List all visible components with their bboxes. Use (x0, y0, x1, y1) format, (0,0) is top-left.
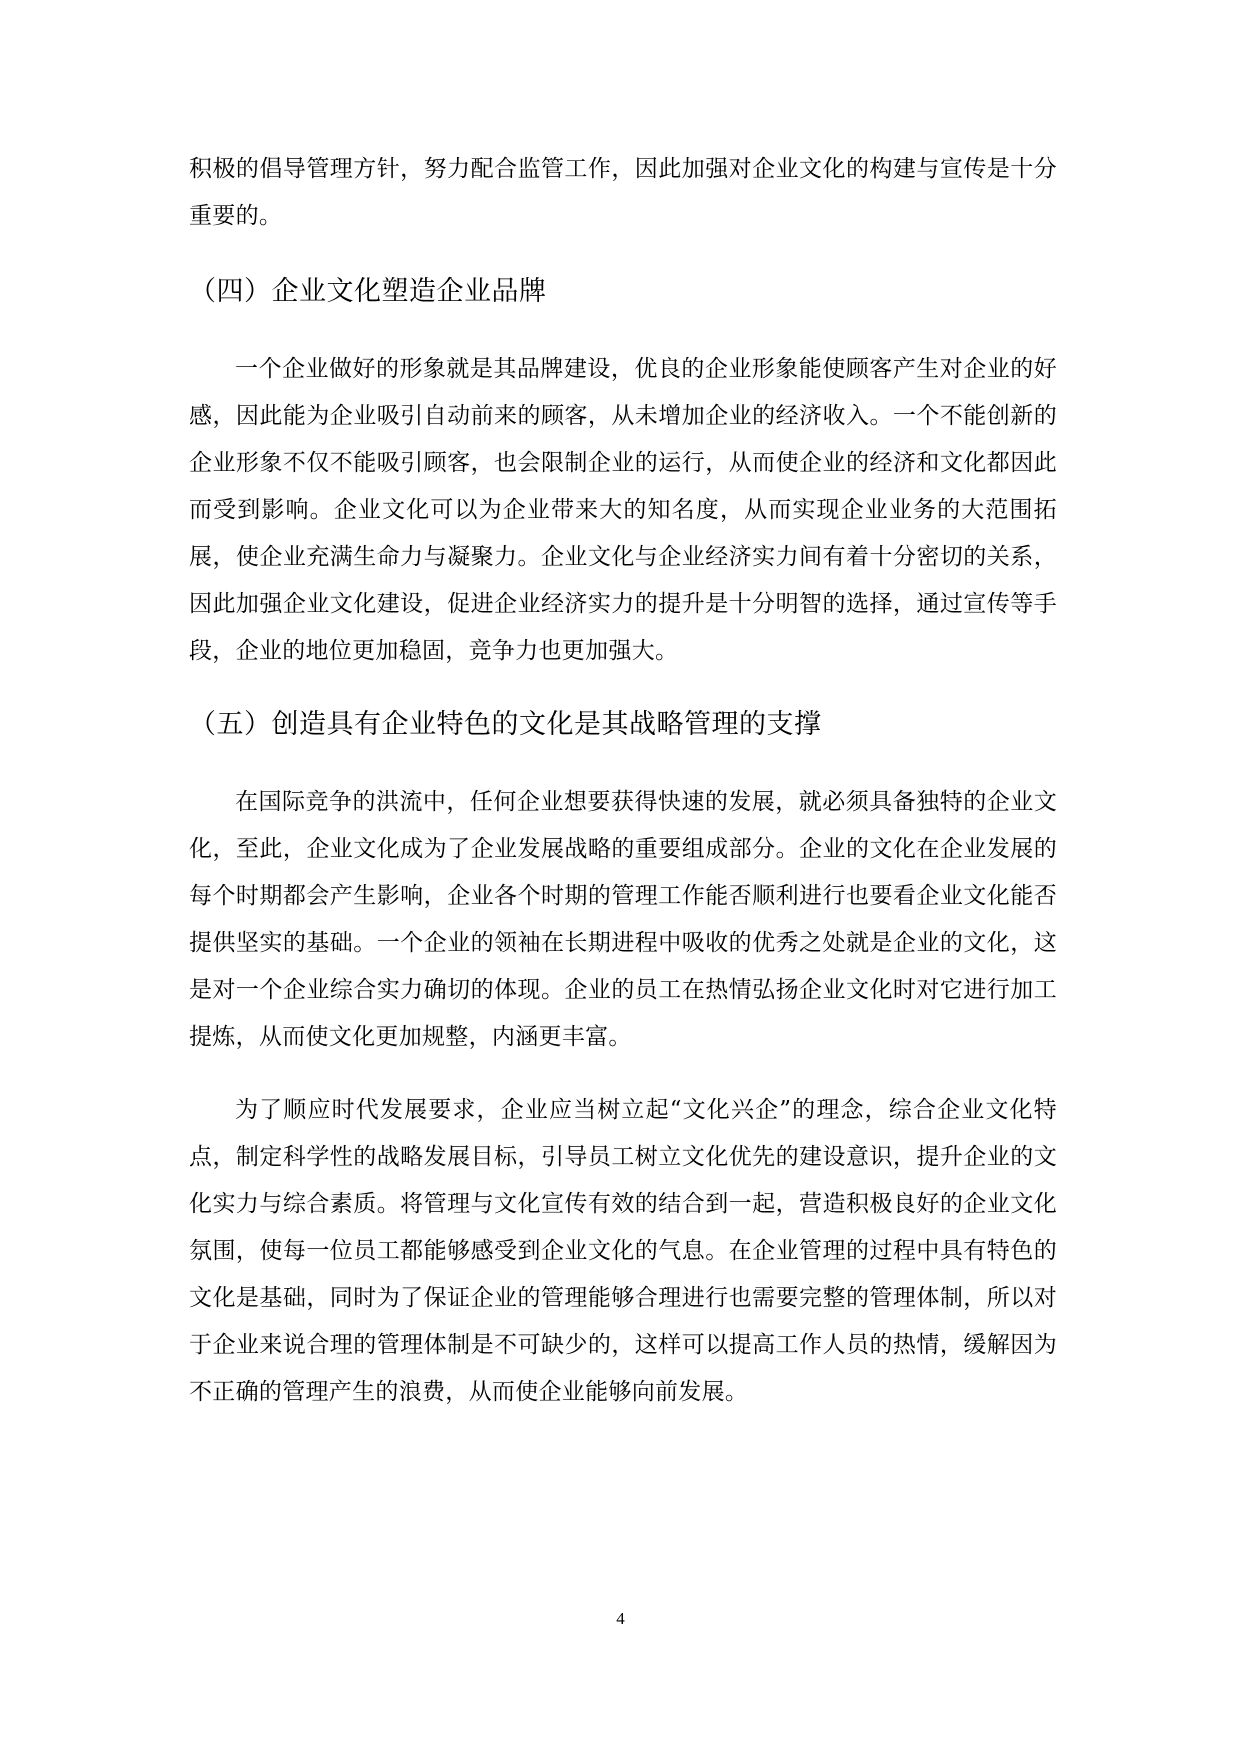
section-heading-4: （四）企业文化塑造企业品牌 (189, 276, 547, 307)
paragraph-culture: 为了顺应时代发展要求，企业应当树立起“文化兴企”的理念，综合企业文化特点，制定科学性的战略发展目标，引导员工树立文化优先的建设意识，提升企业的文化实力与综合素质。将管理与文化宣传有效的结合到一起，营造积极良好的企业文化氛围，使每一位员工都能够感受到企业文化的气息。在企业管理的过程中具有特色的文化是基础，同时为了保证企业的管理能够合理进行也需要完整的管理体制，所以对于企业来说合理的管理体制是不可缺少的，这样可以提高工作人员的热情，缓解因为不正确的管理产生的浪费，从而使企业能够向前发展。 (189, 1097, 1057, 1405)
paragraph-strategy: 在国际竞争的洪流中，任何企业想要获得快速的发展，就必须具备独特的企业文化，至此，企业文化成为了企业发展战略的重要组成部分。企业的文化在企业发展的每个时期都会产生影响，企业各个时期的管理工作能否顺利进行也要看企业文化能否提供坚实的基础。一个企业的领袖在长期进程中吸收的优秀之处就是企业的文化，这是对一个企业综合实力确切的体现。企业的员工在热情弘扬企业文化时对它进行加工提炼，从而使文化更加规整，内涵更丰富。 (189, 789, 1057, 1050)
paragraph-continued: 积极的倡导管理方针，努力配合监管工作，因此加强对企业文化的构建与宣传是十分重要的。 (189, 156, 1057, 229)
page-body (189, 146, 1057, 1416)
section-heading-5: （五）创造具有企业特色的文化是其战略管理的支撑 (189, 709, 822, 740)
page-number: 4 (616, 1609, 625, 1628)
paragraph-brand: 一个企业做好的形象就是其品牌建设，优良的企业形象能使顾客产生对企业的好感，因此能为企业吸引自动前来的顾客，从未增加企业的经济收入。一个不能创新的企业形象不仅不能吸引顾客，也会限制企业的运行，从而使企业的经济和文化都因此而受到影响。企业文化可以为企业带来大的知名度，从而实现企业业务的大范围拓展，使企业充满生命力与凝聚力。企业文化与企业经济实力间有着十分密切的关系，因此加强企业文化建设，促进企业经济实力的提升是十分明智的选择，通过宣传等手段，企业的地位更加稳固，竞争力也更加强大。 (189, 356, 1057, 664)
